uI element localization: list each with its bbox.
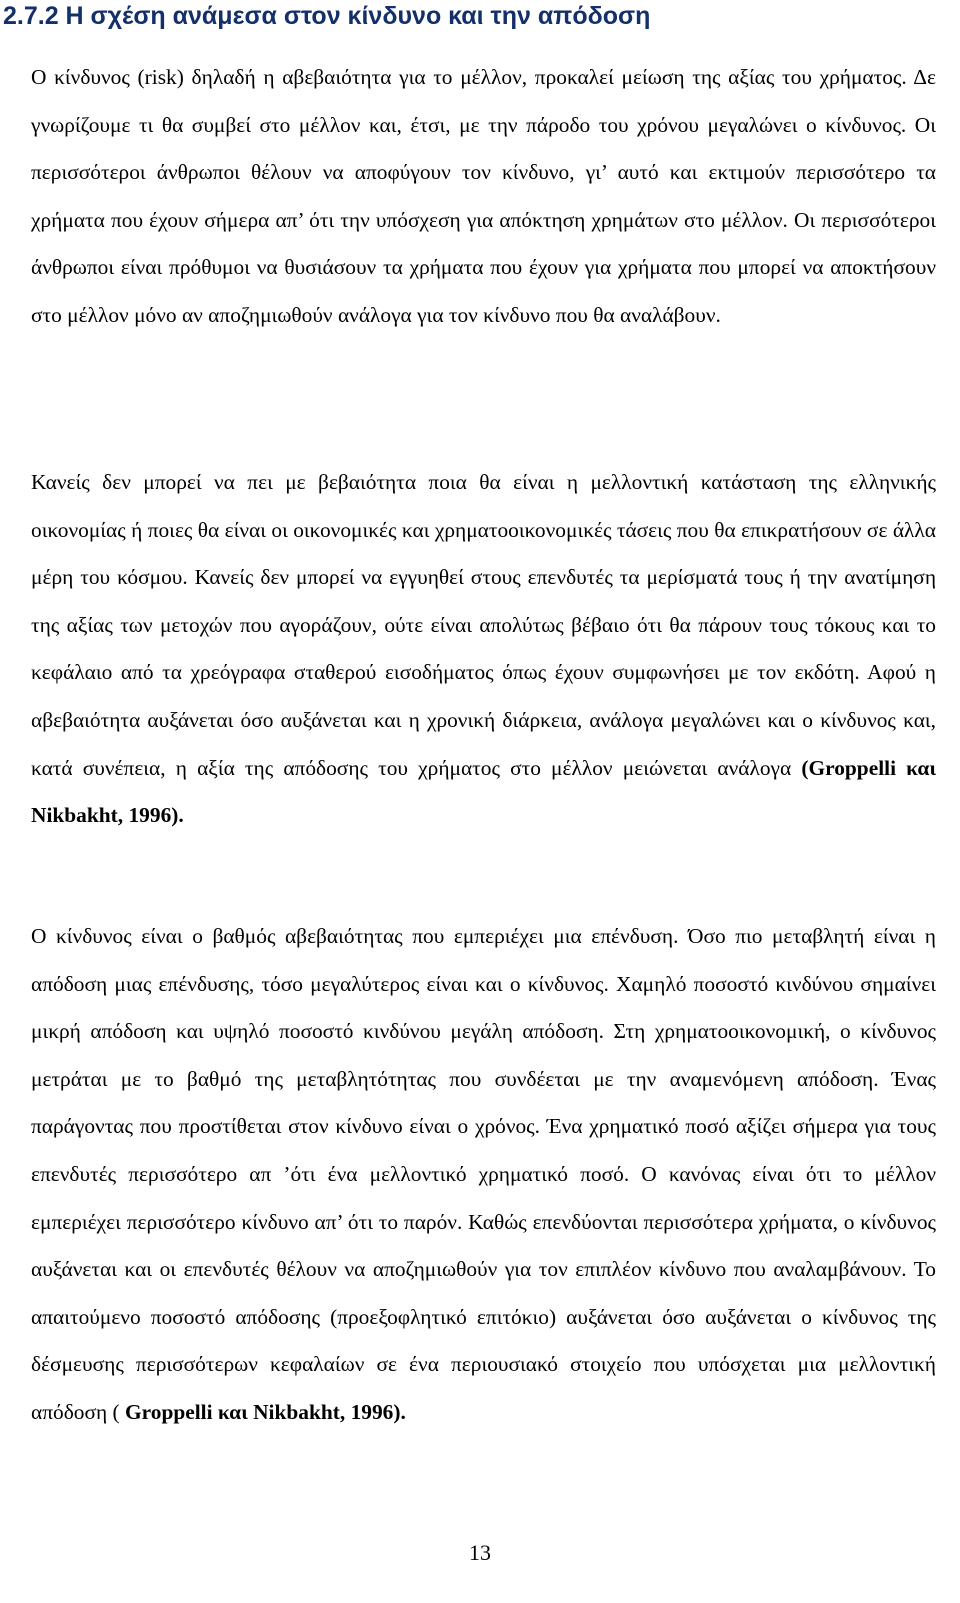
paragraph-risk-definition: Ο κίνδυνος (risk) δηλαδή η αβεβαιότητα για το μέλλον, προκαλεί μείωση της αξίας του χρήματος. Δε γνωρίζουμε τι θα συμβεί στο μέλλον και, έτσι, με την πάροδο του χρόνου μεγαλώνει ο κίνδυνος. Οι περισσότεροι άνθρωποι θέλουν να αποφύγουν τον κίνδυνο, γι’ αυτό και εκτιμούν περισσότερο τα χρήματα που έχουν σήμερα απ’ ότι την υπόσχεση για απόκτηση χρημάτων στο μέλλον. Οι περισσότεροι άνθρωποι είναι πρόθυμοι να θυσιάσουν τα χρήματα που έχουν για χρήματα που μπορεί να αποκτήσουν στο μέλλον μόνο αν αποζημιωθούν ανάλογα για τον κίνδυνο που θα αναλάβουν.: [31, 65, 936, 327]
paragraph-risk-return: [31, 913, 936, 1437]
paragraph-uncertainty-text: Κανείς δεν μπορεί να πει με βεβαιότητα ποια θα είναι η μελλοντική κατάσταση της ελληνικής οικονομίας ή ποιες θα είναι οι οικονομικές και χρηματοοικονομικές τάσεις που θα επικρατήσουν σε άλλα μέρη του κόσμου. Κανείς δεν μπορεί να εγγυηθεί στους επενδυτές τα μερίσματά τους ή την ανατίμηση της αξίας των μετοχών που αγοράζουν, ούτε είναι απολύτως βέβαιο ότι θα πάρουν τους τόκους και το κεφάλαιο από τα χρεόγραφα σταθερού εισοδήματος όπως έχουν συμφωνήσει με τον εκδότη. Αφού η αβεβαιότητα αυξάνεται όσο αυξάνεται και η χρονική διάρκεια, ανάλογα μεγαλώνει και ο κίνδυνος και, κατά συνέπεια, η αξία της απόδοσης του χρήματος στο μέλλον μειώνεται ανάλογα: [31, 470, 936, 780]
section-heading: 2.7.2 Η σχέση ανάμεσα στον κίνδυνο και την απόδοση: [3, 2, 651, 30]
paragraph-risk-return-text: Ο κίνδυνος είναι ο βαθμός αβεβαιότητας που εμπεριέχει μια επένδυση. Όσο πιο μεταβλητή είναι η απόδοση μιας επένδυσης, τόσο μεγαλύτερος είναι και ο κίνδυνος. Χαμηλό ποσοστό κινδύνου σημαίνει μικρή απόδοση και υψηλό ποσοστό κινδύνου μεγάλη απόδοση. Στη χρηματοοικονομική, ο κίνδυνος μετράται με το βαθμό της μεταβλητότητας που συνδέεται με την αναμενόμενη απόδοση. Ένας παράγοντας που προστίθεται στον κίνδυνο είναι ο χρόνος. Ένα χρηματικό ποσό αξίζει σήμερα για τους επενδυτές περισσότερο απ ’ότι ένα μελλοντικό χρηματικό ποσό. Ο κανόνας είναι ότι το μέλλον εμπεριέχει περισσότερο κίνδυνο απ’ ότι το παρόν. Καθώς επενδύονται περισσότερα χρήματα, ο κίνδυνος αυξάνεται και οι επενδυτές θέλουν να αποζημιωθούν για τον επιπλέον κίνδυνο που αναλαμβάνουν. Το απαιτούμενο ποσοστό απόδοσης (προεξοφλητικό επιτόκιο) αυξάνεται όσο αυξάνεται ο κίνδυνος της δέσμευσης περισσότερων κεφαλαίων σε ένα περιουσιακό στοιχείο που υπόσχεται μια μελλοντική απόδοση (: [31, 924, 936, 1424]
citation-groppelli-2: Groppelli και Nikbakht, 1996).: [125, 1399, 406, 1424]
page-number: 13: [469, 1540, 491, 1565]
citation-groppelli-1: (Groppelli και Nikbakht, 1996).: [31, 755, 936, 828]
paragraph-uncertainty: [31, 459, 936, 840]
